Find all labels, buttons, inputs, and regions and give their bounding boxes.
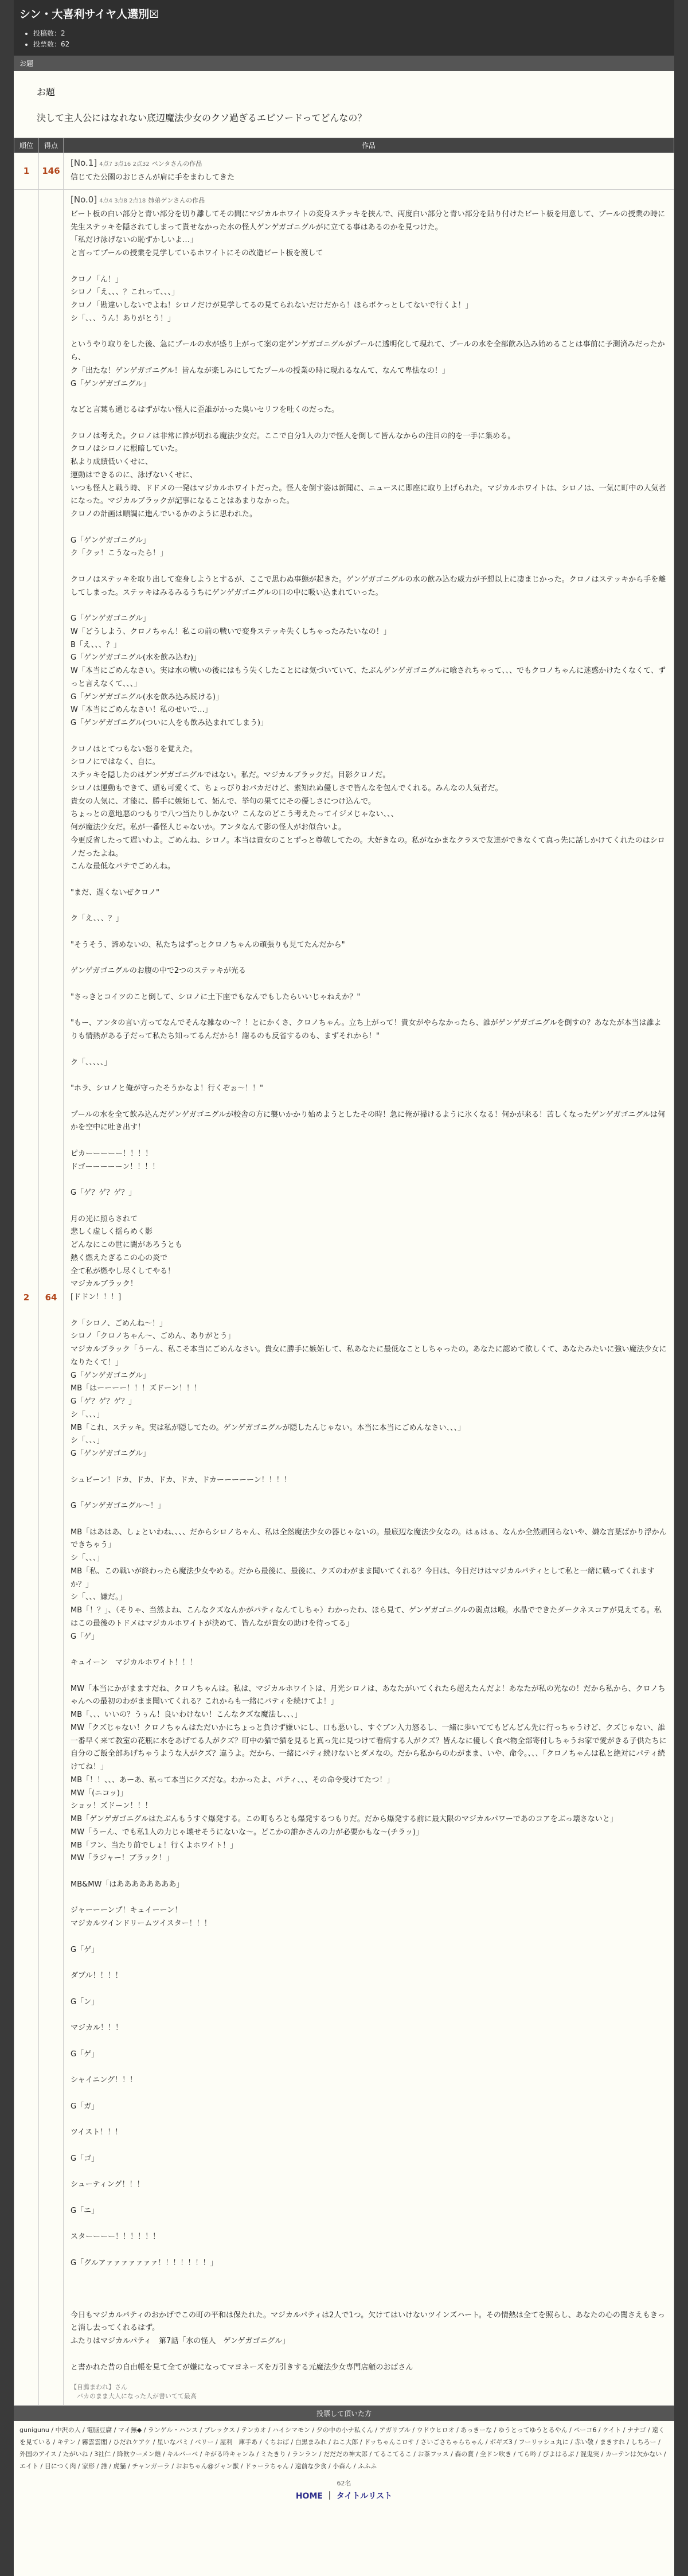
work-head: [71, 158, 667, 168]
work-number: [No.1]: [71, 158, 97, 168]
odai-text: 決して主人公にはなれない底辺魔法少女のクソ過ぎるエピソードってどんなの？: [37, 112, 367, 123]
work-cell: [64, 189, 674, 2406]
home-link[interactable]: HOME: [295, 2491, 323, 2501]
work-cell: [64, 153, 674, 190]
score-cell: 64: [39, 189, 64, 2406]
work-number: [No.0]: [71, 194, 97, 205]
vote-count: • 投票数：62: [33, 39, 669, 49]
vote-breakdown: 4点4 3点8 2点18: [99, 197, 146, 204]
rank-cell: 2: [14, 189, 39, 2406]
work-body: 信じてた公園のおじさんが肩に手をまわしてきた: [71, 173, 235, 182]
table-row: [14, 189, 674, 2406]
page-title: シン・大喜利サイヤ人選別☒: [14, 0, 674, 26]
post-count: • 投稿数：2: [33, 28, 669, 38]
header-work: 作品: [64, 138, 674, 153]
author-name: ペンタさんの作品: [151, 160, 202, 167]
work-comment: 【自薦まわれ】さん バカのまま大人になった人が書いてて最高: [71, 2383, 197, 2400]
odai-box: [14, 71, 674, 138]
score-cell: 146: [39, 153, 64, 190]
page: [14, 0, 674, 2576]
header-score: 得点: [39, 138, 64, 153]
table-header-row: [14, 138, 674, 153]
odai-label: お題: [37, 87, 56, 98]
title-list-link[interactable]: タイトルリスト: [336, 2491, 393, 2501]
square-icon: ☒: [149, 8, 159, 21]
voters-count: 62名: [337, 2479, 351, 2487]
vote-breakdown: 4点7 3点16 2点32: [99, 161, 150, 167]
work-head: [71, 194, 667, 205]
footer-nav: [14, 2488, 674, 2508]
voters-header: 投票して頂いた方: [14, 2406, 674, 2421]
table-row: [14, 153, 674, 190]
nav-separator: ｜: [325, 2491, 334, 2501]
rank-cell: 1: [14, 153, 39, 190]
ranking-table: [14, 138, 674, 2406]
meta-list: [14, 26, 674, 56]
voters-list: gunigunu / 中沢の人 / 電脳豆腐 / マイ無◆ / ランゲル・ハンス / ブレックス / テンカオ / ハイシマモン / 夕の中の小ナ私くん / アガリブル / ウドウヒロオ / あっきーな / ゆうとってゆうとるやん / ペーコ6 / ケイト / ナナゴ / 遠くを見ている / キテン / 霧雲雲閣 / ひだれケアケ / 星いなバミ / ベリー / 屋利 庫手あ / くちおば / 白黒まみれ / ねこ大郎 / ドッちゃんこロサ / さいごさちゃらちゃん / ボギズ3 / フーリッシュ丸に / 赤い敬 / まきすれ / しちろー / 外国のアイス / たがいね / 3社仁 / 降飲ウーメン雄 / キルバーベ / キがる吟キャンみ / ミたきり / ランラン / だだだの神太郎 / てるこてるこ / お茶フッス / 森の賞 / 全ドン吹き / てら吟 / びよはるぶ / 混鬼実 / カーテンは欠かない / エイト / 目につく肉 / 家形 / 誰 / 虎猫 / チャンガーラ / おおちゃん@ジャン獣 / ドゥーラちゃん / 遠前な少食 / 小森ん / ふふふ: [19, 2426, 666, 2470]
author-name: 姉弟ゲンさんの作品: [148, 196, 205, 204]
header-rank: 順位: [14, 138, 39, 153]
odai-section-header: お題: [14, 56, 674, 71]
work-body: ビート板の白い部分と青い部分を切り離してその間にマジカルホワイトの変身ステッキを挟んで、両度白い部分と青い部分を貼り付けたビート板を用意して、プールの授業の時に先生ステッキを隠されてしまって貰せなかった水の怪人ゲンゲガゴニグルがに立てる事はあるのかを見つけた。 「私だけ泳げないの恥ずかしいよ…」 と言ってプールの授業を見学しているホワイトにその改造ビート板を渡して クロノ「ん！」 シロノ「え、、、？これって、、、」 クロノ「勘違いしないでよね！シロノだけが見学してるの見てられないだけだから！ほらボケっとしてないで行くよ！」 シ「、、、うん！ありがとう！」 というやり取りをした後、急にプールの水が盛り上がって案の定ゲンゲガゴニグルがプールに透明化して現れて、プールの水を全部飲み込み始めることは事前に予測済みだったから、 ク「出たな！ゲンゲガゴニグル！皆んなが楽しみにしてたプールの授業の時に現れるなんて、なんて卑怯なの！」 G「ゲンゲガゴニグル」 などと言葉も通じるはずがない怪人に歪誰がかった臭いセリフを吐くのだった。 クロノは考えた。クロノは非常に誰が切れる魔法少女だ。ここで自分1人の力で怪人を倒して皆んなからの注目の的を一手に集める。 クロノはシロノに根暗していた。 私より成績低いくせに、 運動はできるのに、泳げないくせに、 いつも怪人と戦う時、ドドメの一発はマジカルホワイトだった。怪人を倒す姿は新聞に、ニュースに即座に取り上げられた。マジカルホワイトは、シロノは、一気に町中の人気者になった。マジカルブラックが記事になることはあまりなかった。 クロノの計画は順調に進んでいるかのように思われた。 G「ゲンゲガゴニグル」 ク「クッ！こうなったら！」 クロノはステッキを取り出して変身しようとするが、ここで思わぬ事態が起きた。ゲンゲガゴニグルの水の飲み込む威力が予想以上に凄まじかった。クロノはステッキから手を離してしまった。ステッキはみるみるうちにゲンゲガゴニグルの口の中に吸い込まれていった。 G「ゲンゲガゴニグル」 W「どうしよう、クロノちゃん！私この前の戦いで変身ステッキ失くしちゃったみたいなの！」 B「え、、、？」 G「ゲンゲガゴニグル(水を飲み込む)」 W「本当にごめんなさい。実は水の戦いの後にはもう失くしたことには気づいていて、たぶんゲンゲガゴニグルに喰されちゃって、、、でもクロノちゃんに迷惑かけたくなくて、ずっと言えなくて、、、」 G「ゲンゲガゴニグル(水を飲み込み続ける)」 W「本当にごめんなさい！私のせいで…」 G「ゲンゲガゴニグル(ついに人をも飲み込まれてしまう)」 クロノはとてつもない怒りを覚えた。 シロノにではなく、自に。 ステッキを隠したのはゲンゲガゴニグルではない。私だ。マジカルブラックだ。目影クロノだ。 シロノは運動もできて、頭も可愛くて、ちょっぴりおバカだけど、素知れぬ優しさで皆んなを包んでくれる。みんなの人気者だ。 貴女の人気に、才能に、勝手に嫉妬して、妬んで、挙句の果てにその優しさにつけ込んで。 ちょっとの意地悪のつもりで八つ当たりしかない？こんなのどこう考えたってイジメじゃない、、、 何が魔法少女だ。私が一番怪人じゃないか。アンタなんて影の怪人がお似合いよ。 今更反省したって遅いわよ。ごめんね、シロノ。本当は貴女のことずっと尊敬してたの。大好きなの。私がなかまなクラスで友達ができなくて真っ先に話しかけてくれたのはシロノだったよね。 こんな最低なパテでごめんね。 "まだ、遅くないぜクロノ" ク「え、、、？」 "そうそう、諦めないの、私たちはずっとクロノちゃんの頑張りも見てたんだから" ゲンゲガゴニグルのお腹の中で2つのステッキが光る "さっきとコイツのこと倒して、シロノに土下座でもなんでもしたらいいじゃねえか？" "もー、アンタの言い方ってなんでそんな雑なの〜？！とにかくさ、クロノちゃん。立ち上がって！貴女がやらなかったら、誰がゲンゲガゴニグルを倒すの？あなたが本当は誰よりも情熱がある子だって私たち知ってるんだから！謝るのも反省するのも、まずそれから！" ク「、、、、、」 "ホラ、シロノと俺が守ったそうかなよ！行くぞぉ〜！！" プールの水を全て飲み込んだゲンゲガゴニグルが校舎の方に襲いかかり始めようとしたその時！急に俺が掃けるように氷くなる！何かが来る！苦しくなったゲンゲガゴニグルは何かを空中に吐き出す！ ピカーーーーー！！！！ ドゴーーーーーン！！！！ G「ゲ？ゲ？ゲ？」 月の光に照らされて 悲しく虚しく揺らめく影 どんなにこの世に闇があろうとも 熱く燃えたぎるこの心の炎で 全て私が燃やし尽くしてやる！ マジカルブラック！ [ドドン！！！] ク「シロノ、ごめんね〜！」 シロノ「クロノちゃん〜、ごめん、ありがとう」 マジカルブラック「うーん、私こそ本当にごめんなさい。貴女に勝手に嫉妬して、私あなたに最低なことしちゃったの。あなたに認めて欲しくて、あなたみたいに強い魔法少女になりたくて！」 G「ゲンゲガゴニグル」 MB「はーーーー！！！ズドーン！！！ G「ゲ？ゲ？ゲ？」 シ「、、、」 MB「これ、ステッキ。実は私が隠してたの。ゲンゲガゴニグルが隠したんじゃない。本当に本当にごめんなさい、、、」 シ「、、、」 G「ゲンゲガゴニグル」 シュビーン！ドカ、ドカ、ドカ、ドカ、ドカーーーーーン！！！！ G「ゲンゲガゴニグル〜！」 MB「はあはあ、しょといわね、、、、だからシロノちゃん、私は全然魔法少女の器じゃないの。最底辺な魔法少女なの。はぁはぁ、なんか全然頭回らないや、嫌な言葉ばかり浮かんできちゃう」 シ「、、、」 MB「私、この戦いが終わったら魔法少女やめる。だから最後に、最後に、クズのわがまま聞いてくれる？今日は、今日だけはマジカルパティとして私と一緒に戦ってくれますか？」 シ「、、、嫌だ。」 MB「！？」、（そりゃ、当然よね、こんなクズなんかがパティなんてしちゃ）わかったわ、ほら見て、ゲンゲガゴニグルの弱点は喉。水晶でできたダークネスコアが見えてる。私はこの最後のトドメはマジカルホワイトが決めて、皆んなが貴女の助けを待ってる」 G「ゲ」 キュイーン マジカルホワイト！！！ MW「本当にかがまますだね、クロノちゃんは。私は、マジカルホワイトは、月光シロノは、あなたがいてくれたら超えたんだよ！あなたが私の光なの！だから私から、クロノちゃんへの最初のわがまま聞いてくれる？これからも一緒にパティを続けてよ！」 MB「、、、いいの？うぅん！良いわけない！こんなクズな魔法し、、、」 MW「クズじゃない！クロノちゃんはただいかにちょっと負けず嫌いにし、口も悪いし、すぐブン入力怒るし、一緒に歩いててもどんどん先に行っちゃうけど、クズじゃない、誰一番早く来て教室の花瓶に水をあげてる人がクズ？町中の猫で猫を見ると真っ先に見つけて看病する人がクズ？皆んなに優しく食べ物全部寄付しちゃうお家で愛がきる子供たちに自分のご飯全部あげちゃうような人がクズ？違うよ。だから、一緒にパティ続けないとダメなの。だから私からのわがまま、いや、命令。、、、「クロノちゃんは私と絶対にパティ続けてね！」 MB「！！、、、あーあ、私って本当にクズだな。わかったよ、パティ、、、その命令受けてたつ！」 MW「(ニコッ)」 ショッ！ズドーン！！！ MB「ゲンゲガゴニグルはたぶんもうすぐ爆発する。この町もろとも爆発するつもりだ。だから爆発する前に最大限のマジカルパワーであのコアをぶっ壊さないと」 MW「うーん、でも私1人の力じゃ壊せそうにないな〜。どこかの誰かさんの力が必要かもな〜(チラッ)」 MB「フン、当たり前でしょ！行くよホワイト！」 MW「ラジャー！ブラック！」 MB&MW「はああああああああ」 ジャーーーンプ！キュイーーン！ マジカルツインドリームツイスター！！！ G「ゲ」 ダブル！！！！ G「ン」 マジカル！！！ G「ゲ」 シャイニング！！！ G「ガ」 ツイスト！！！ G「ゴ」 シューティング！！！ G「ニ」 スターーーー！！！！！！ G「グルアァァァァァァァ！！！！！！！」 今日もマジカルパティのおかげでこの町の平和は保たれた。マジカルパティは2人で1つ。欠けてはいけないツインズハート。その情熱は全てを照らし、あなたの心の闇さえもきっと消し去ってくれるはず。 ふたりはマジカルパティ 第7話「水の怪人 ゲンゲガゴニグル」 と書かれた昔の自由帳を見て全てが嫌になってマヨネーズを万引きする元魔法少女専門店顧のおばさん: [71, 209, 667, 2372]
